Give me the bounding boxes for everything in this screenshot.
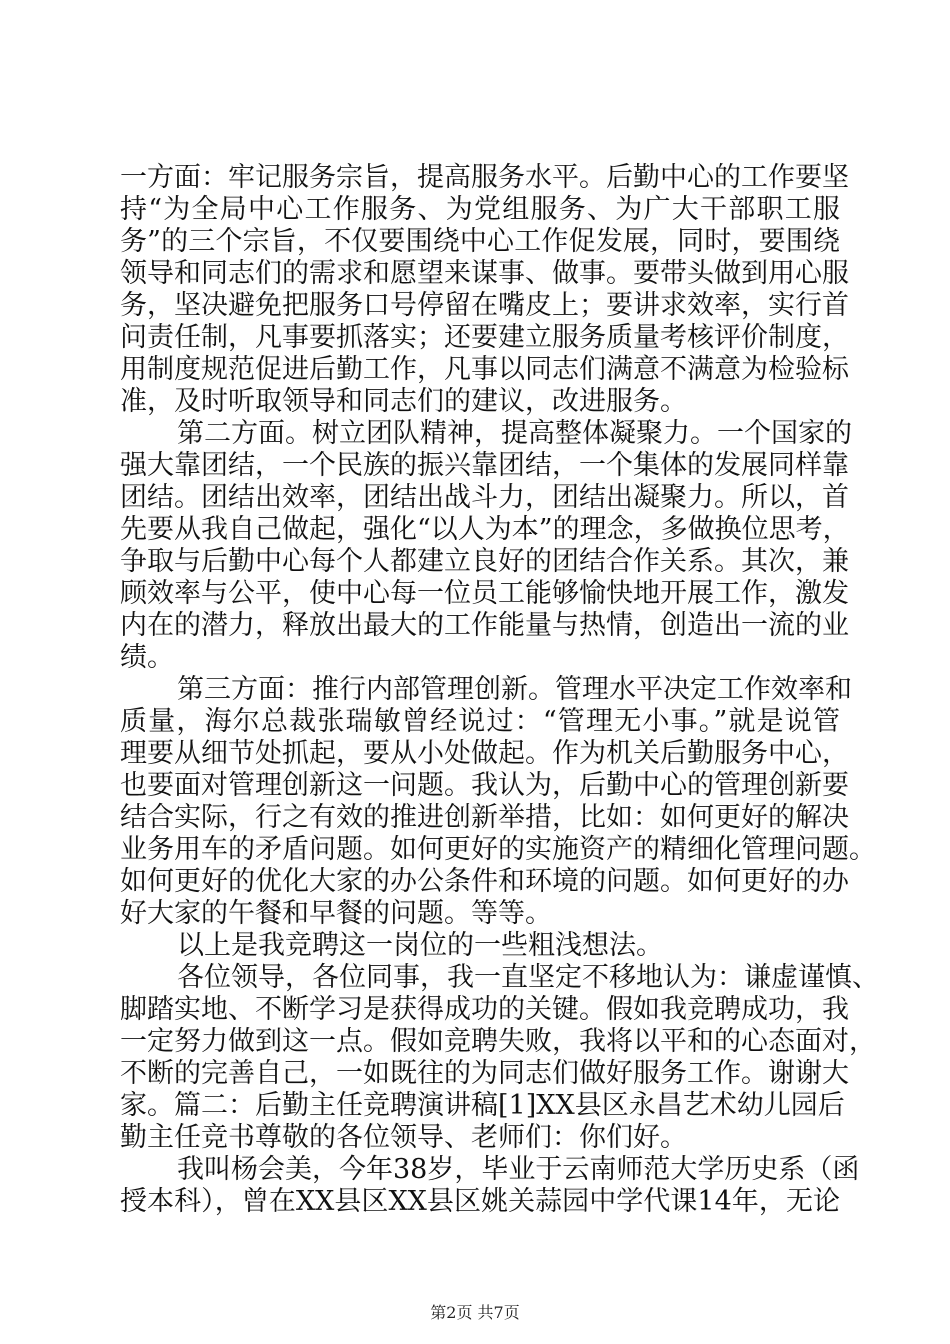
text-line: 勤主任竞书尊敬的各位领导、老师们：你们好。 <box>120 1122 687 1153</box>
text-line: 一定努力做到这一点。假如竞聘失败，我将以平和的心态面对， <box>120 1026 876 1057</box>
text-line: 业务用车的矛盾问题。如何更好的实施资产的精细化管理问题。 <box>120 834 876 865</box>
document-body <box>120 162 879 1218</box>
text-line: 顾效率与公平，使中心每一位员工能够愉快地开展工作，激发 <box>120 578 849 609</box>
text-line: 各位领导，各位同事，我一直坚定不移地认为：谦虚谨慎、 <box>177 962 879 993</box>
text-line: 好大家的午餐和早餐的问题。等等。 <box>120 898 552 929</box>
text-line: 务”的三个宗旨，不仅要围绕中心工作促发展，同时，要围绕 <box>120 226 840 257</box>
page-number-footer: 第2页 共7页 <box>430 1303 520 1322</box>
text-line: 先要从我自己做起，强化“以人为本”的理念，多做换位思考， <box>120 514 850 545</box>
text-line: 强大靠团结，一个民族的振兴靠团结，一个集体的发展同样靠 <box>120 450 849 481</box>
text-line: 理要从细节处抓起，要从小处做起。作为机关后勤服务中心， <box>120 738 849 769</box>
text-line: 也要面对管理创新这一问题。我认为，后勤中心的管理创新要 <box>120 770 849 801</box>
text-line: 内在的潜力，释放出最大的工作能量与热情，创造出一流的业 <box>120 610 849 641</box>
text-line: 如何更好的优化大家的办公条件和环境的问题。如何更好的办 <box>120 866 849 897</box>
text-line: 用制度规范促进后勤工作，凡事以同志们满意不满意为检验标 <box>120 354 849 385</box>
text-line: 授本科），曾在XX县区XX县区姚关蒜园中学代课14年，无论 <box>120 1186 840 1217</box>
text-line: 不断的完善自己，一如既往的为同志们做好服务工作。谢谢大 <box>120 1058 849 1089</box>
text-line: 脚踏实地、不断学习是获得成功的关键。假如我竞聘成功，我 <box>120 994 849 1025</box>
text-line: 我叫杨会美，今年38岁，毕业于云南师范大学历史系（函 <box>177 1154 860 1185</box>
text-line: 结合实际，行之有效的推进创新举措，比如：如何更好的解决 <box>120 802 849 833</box>
text-line: 准，及时听取领导和同志们的建议，改进服务。 <box>120 386 687 417</box>
text-line: 以上是我竞聘这一岗位的一些粗浅想法。 <box>177 930 663 961</box>
text-line: 问责任制，凡事要抓落实；还要建立服务质量考核评价制度， <box>120 322 849 353</box>
text-line: 第三方面：推行内部管理创新。管理水平决定工作效率和 <box>177 674 852 705</box>
text-line: 第二方面。树立团队精神，提高整体凝聚力。一个国家的 <box>177 418 852 449</box>
text-line: 团结。团结出效率，团结出战斗力，团结出凝聚力。所以，首 <box>120 482 849 513</box>
text-line: 持“为全局中心工作服务、为党组服务、为广大干部职工服 <box>120 194 840 225</box>
text-line: 争取与后勤中心每个人都建立良好的团结合作关系。其次，兼 <box>120 546 849 577</box>
text-line: 一方面：牢记服务宗旨，提高服务水平。后勤中心的工作要坚 <box>120 162 849 193</box>
text-line: 质量，海尔总裁张瑞敏曾经说过：“管理无小事。”就是说管 <box>120 706 840 737</box>
text-line: 绩。 <box>120 642 174 673</box>
text-line: 务，坚决避免把服务口号停留在嘴皮上；要讲求效率，实行首 <box>120 290 849 321</box>
text-line: 家。篇二：后勤主任竞聘演讲稿[1]XX县区永昌艺术幼儿园后 <box>120 1090 845 1121</box>
text-line: 领导和同志们的需求和愿望来谋事、做事。要带头做到用心服 <box>120 258 849 289</box>
